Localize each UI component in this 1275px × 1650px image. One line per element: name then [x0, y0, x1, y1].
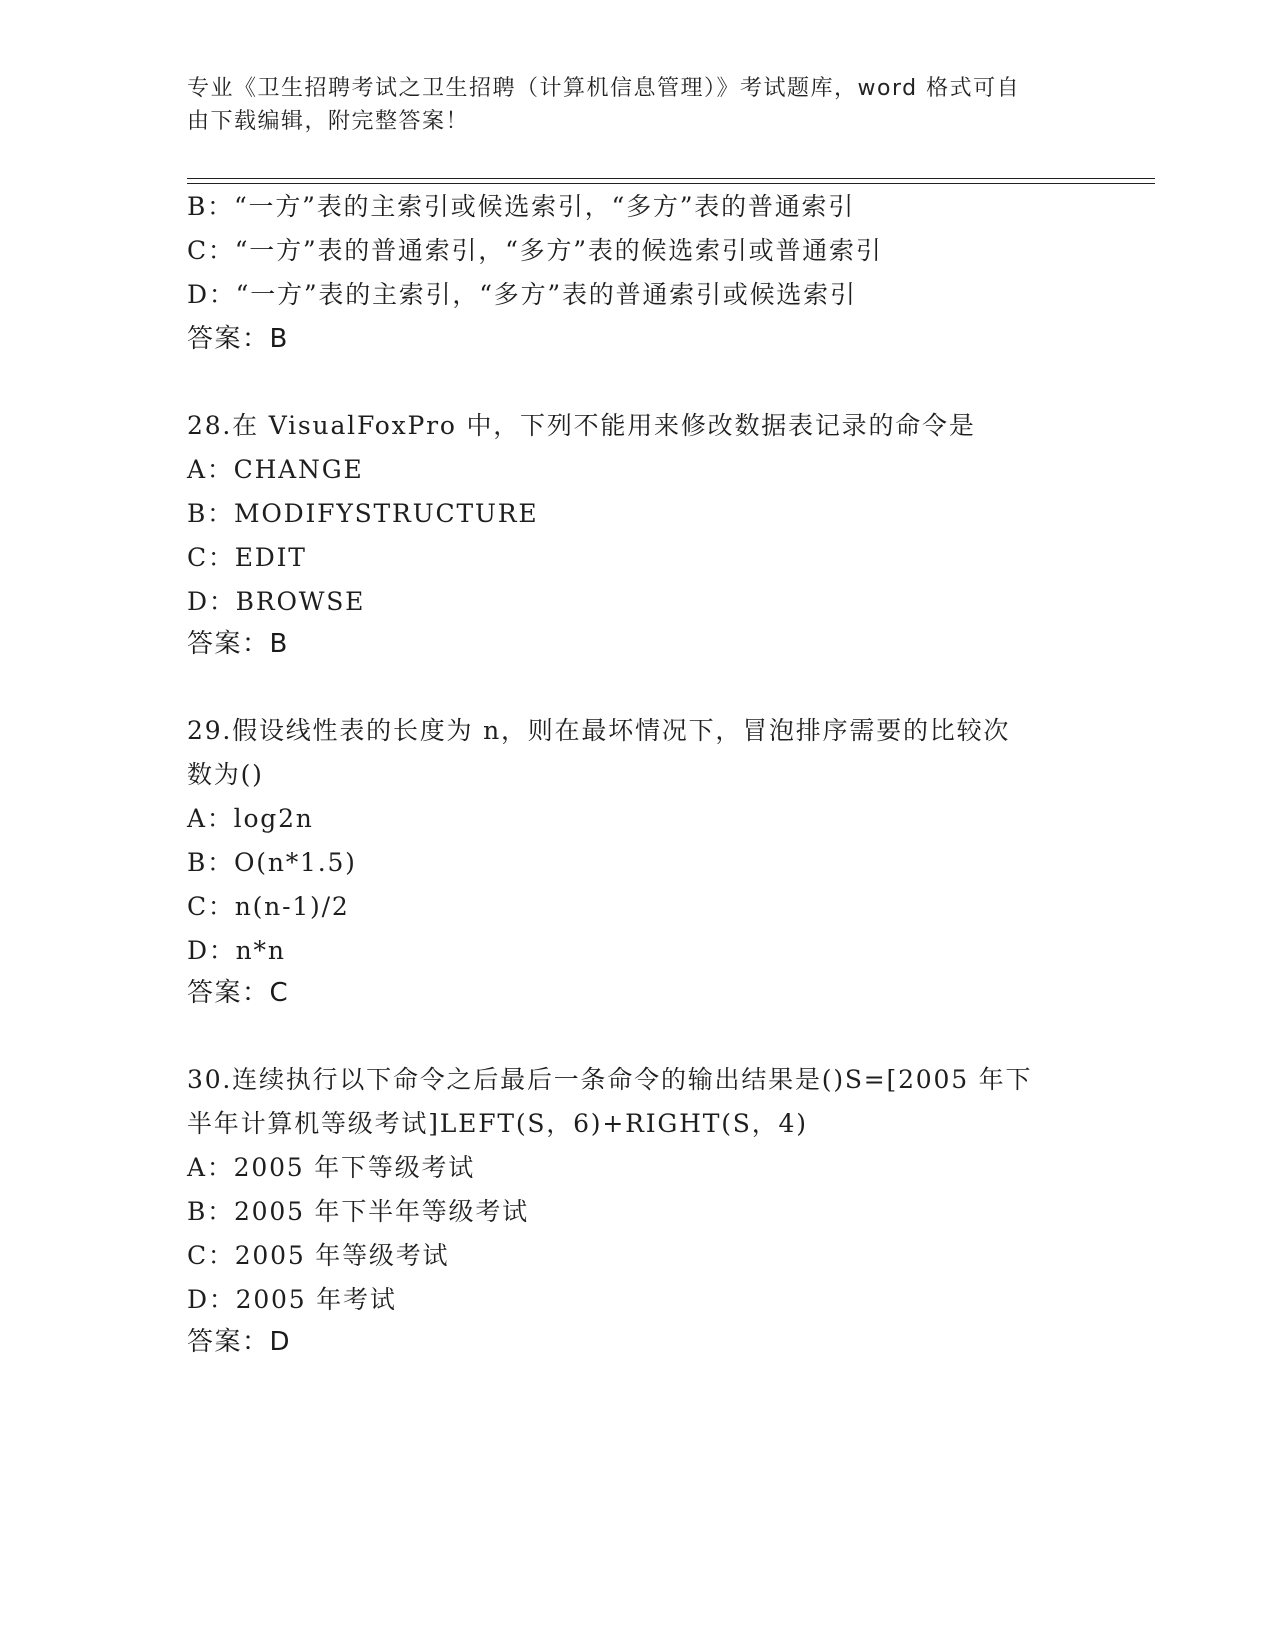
q29-option-b: B：O(n*1.5) — [187, 848, 357, 877]
q29-option-a: A：log2n — [187, 804, 314, 833]
q30-option-a: A：2005 年下等级考试 — [187, 1153, 476, 1182]
q29-stem-line-1: 29.假设线性表的长度为 n，则在最坏情况下，冒泡排序需要的比较次 — [187, 716, 1011, 745]
q28-answer: 答案：B — [187, 629, 289, 659]
header-line-2: 由下载编辑，附完整答案！ — [187, 109, 470, 134]
q27-answer: 答案：B — [187, 324, 289, 354]
header-line-1: 专业《卫生招聘考试之卫生招聘（计算机信息管理）》考试题库，word 格式可自 — [187, 76, 1021, 101]
q29-answer: 答案：C — [187, 978, 290, 1008]
q29-option-c: C：n(n-1)/2 — [187, 892, 350, 921]
q29-stem-line-2: 数为() — [187, 760, 264, 789]
q27-option-d: D：“一方”表的主索引，“多方”表的普通索引或候选索引 — [187, 280, 857, 309]
q28-option-d: D：BROWSE — [187, 587, 366, 616]
q30-stem-line-2: 半年计算机等级考试]LEFT(S，6)+RIGHT(S，4) — [187, 1109, 808, 1138]
q28-option-b: B：MODIFYSTRUCTURE — [187, 499, 539, 528]
q28-option-c: C：EDIT — [187, 543, 307, 572]
q30-option-c: C：2005 年等级考试 — [187, 1241, 450, 1270]
q28-stem: 28.在 VisualFoxPro 中，下列不能用来修改数据表记录的命令是 — [187, 411, 976, 440]
q27-option-b: B：“一方”表的主索引或候选索引，“多方”表的普通索引 — [187, 192, 856, 221]
q29-option-d: D：n*n — [187, 936, 286, 965]
q30-stem-line-1: 30.连续执行以下命令之后最后一条命令的输出结果是()S=[2005 年下 — [187, 1065, 1033, 1094]
header-divider-bottom — [187, 183, 1155, 184]
q27-option-c: C：“一方”表的普通索引，“多方”表的候选索引或普通索引 — [187, 236, 883, 265]
document-header — [187, 72, 1067, 138]
q30-option-d: D：2005 年考试 — [187, 1285, 397, 1314]
q30-answer: 答案：D — [187, 1327, 292, 1357]
q28-option-a: A：CHANGE — [187, 455, 364, 484]
q30-option-b: B：2005 年下半年等级考试 — [187, 1197, 529, 1226]
header-divider-top — [187, 178, 1155, 179]
